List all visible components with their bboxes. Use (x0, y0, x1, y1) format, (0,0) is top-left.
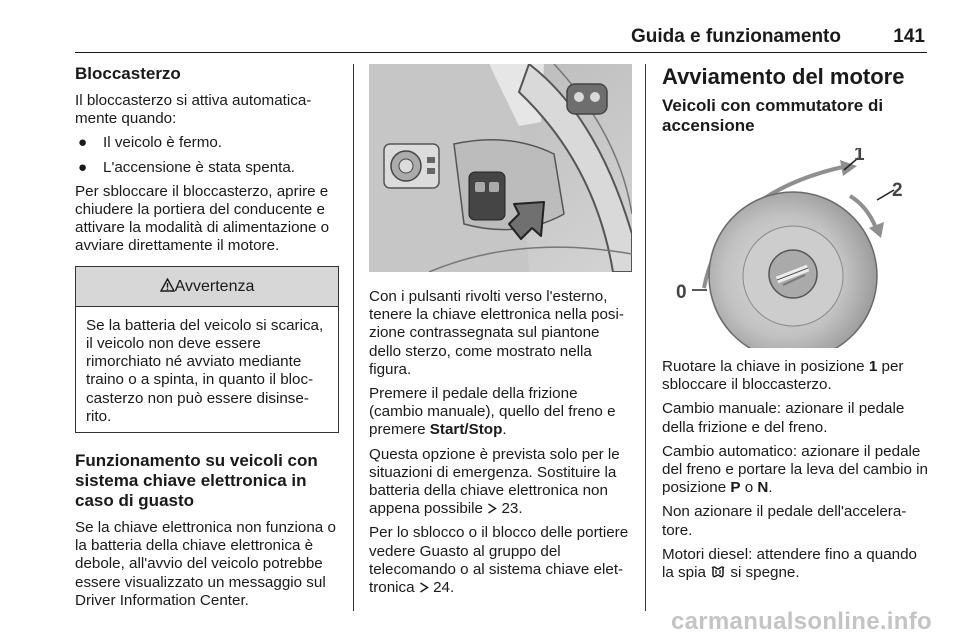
ignition-switch-diagram (662, 148, 925, 348)
bullet-list (75, 134, 339, 176)
position-2-label: 2 (892, 180, 903, 201)
watermark: carmanualsonline.info (670, 608, 932, 635)
position-0-label: 0 (676, 282, 687, 303)
steering-column-photo (369, 64, 632, 272)
paragraph: Non azionare il pedale dell'accelera-tore. (662, 503, 907, 539)
warning-header (76, 267, 338, 307)
page-reference-icon (419, 582, 429, 593)
column-2 (369, 64, 634, 603)
paragraph: Cambio manuale: azionare il pedale della frizione e del freno. (662, 400, 905, 436)
heading-ignition-switch: Veicoli con commutatore di accensione (662, 96, 884, 135)
page-number: 141 (893, 26, 925, 47)
paragraph: Motori diesel: attendere fino a quando la spia si spegne. (662, 545, 917, 582)
glow-plug-icon (710, 565, 726, 579)
column-divider (353, 64, 354, 611)
warning-text: Se la batteria del veicolo si scarica, il veicolo non deve essere rimorchiato né avviato mediante traino o a spinta, in quanto il bloc-casterzo non può essere disinse-rito. (86, 316, 324, 425)
column-3 (662, 64, 928, 588)
warning-box (75, 266, 339, 433)
page-reference: 24. (433, 579, 455, 597)
heading-emergency-key: Funzionamento su veicoli con sistema chiave elettronica in caso di guasto (75, 451, 318, 511)
section-title: Guida e funzionamento (630, 26, 841, 47)
list-item: ● L'accensione è stata spenta. (78, 158, 296, 176)
start-stop-label: Start/Stop (429, 421, 503, 439)
column-divider (645, 64, 646, 611)
paragraph: Cambio automatico: azionare il pedale del freno e portare la leva del cambio in posizione P o N. (662, 442, 928, 497)
column-1 (75, 64, 339, 616)
paragraph: Per lo sblocco o il blocco delle portiere vedere Guasto al gruppo del telecomando o al sistema chiave elet-tronica 24. (369, 524, 629, 597)
paragraph: Con i pulsanti rivolti verso l'esterno, tenere la chiave elettronica nella posi-zione contrassegnata sul piantone dello sterzo, come mostrato nella figura. (369, 288, 624, 378)
warning-triangle-icon (160, 278, 175, 292)
paragraph: Questa opzione è prevista solo per le situazioni di emergenza. Sostituire la batteria della chiave elettronica non appena possibile 23. (369, 445, 620, 518)
heading-bloccasterzo: Bloccasterzo (75, 64, 181, 83)
page-reference-icon (487, 503, 497, 514)
paragraph: Ruotare la chiave in posizione 1 per sbloccare il bloccasterzo. (662, 358, 904, 394)
page-header (75, 24, 927, 53)
paragraph: Premere il pedale della frizione (cambio manuale), quello del freno e premere Start/Stop. (369, 385, 616, 439)
heading-avviamento: Avviamento del motore (662, 64, 905, 89)
paragraph: Per sbloccare il bloccasterzo, aprire e chiudere la portiera del conducente e attivare la modalità di alimentazione o avviare direttamente il motore. (75, 182, 330, 255)
page-reference: 23. (501, 500, 523, 518)
warning-title: Avvertenza (174, 277, 255, 295)
position-1-label: 1 (854, 148, 865, 165)
paragraph: Il bloccasterzo si attiva automatica-mente quando: (75, 92, 312, 128)
list-item: ● Il veicolo è fermo. (78, 134, 223, 152)
bullet-icon: ● (78, 158, 88, 176)
bullet-icon: ● (78, 134, 88, 152)
paragraph: Se la chiave elettronica non funziona o la batteria della chiave elettronica è debole, all'avvio del veicolo potrebbe essere visualizzato un messaggio sul Driver Information Center. (75, 519, 336, 609)
